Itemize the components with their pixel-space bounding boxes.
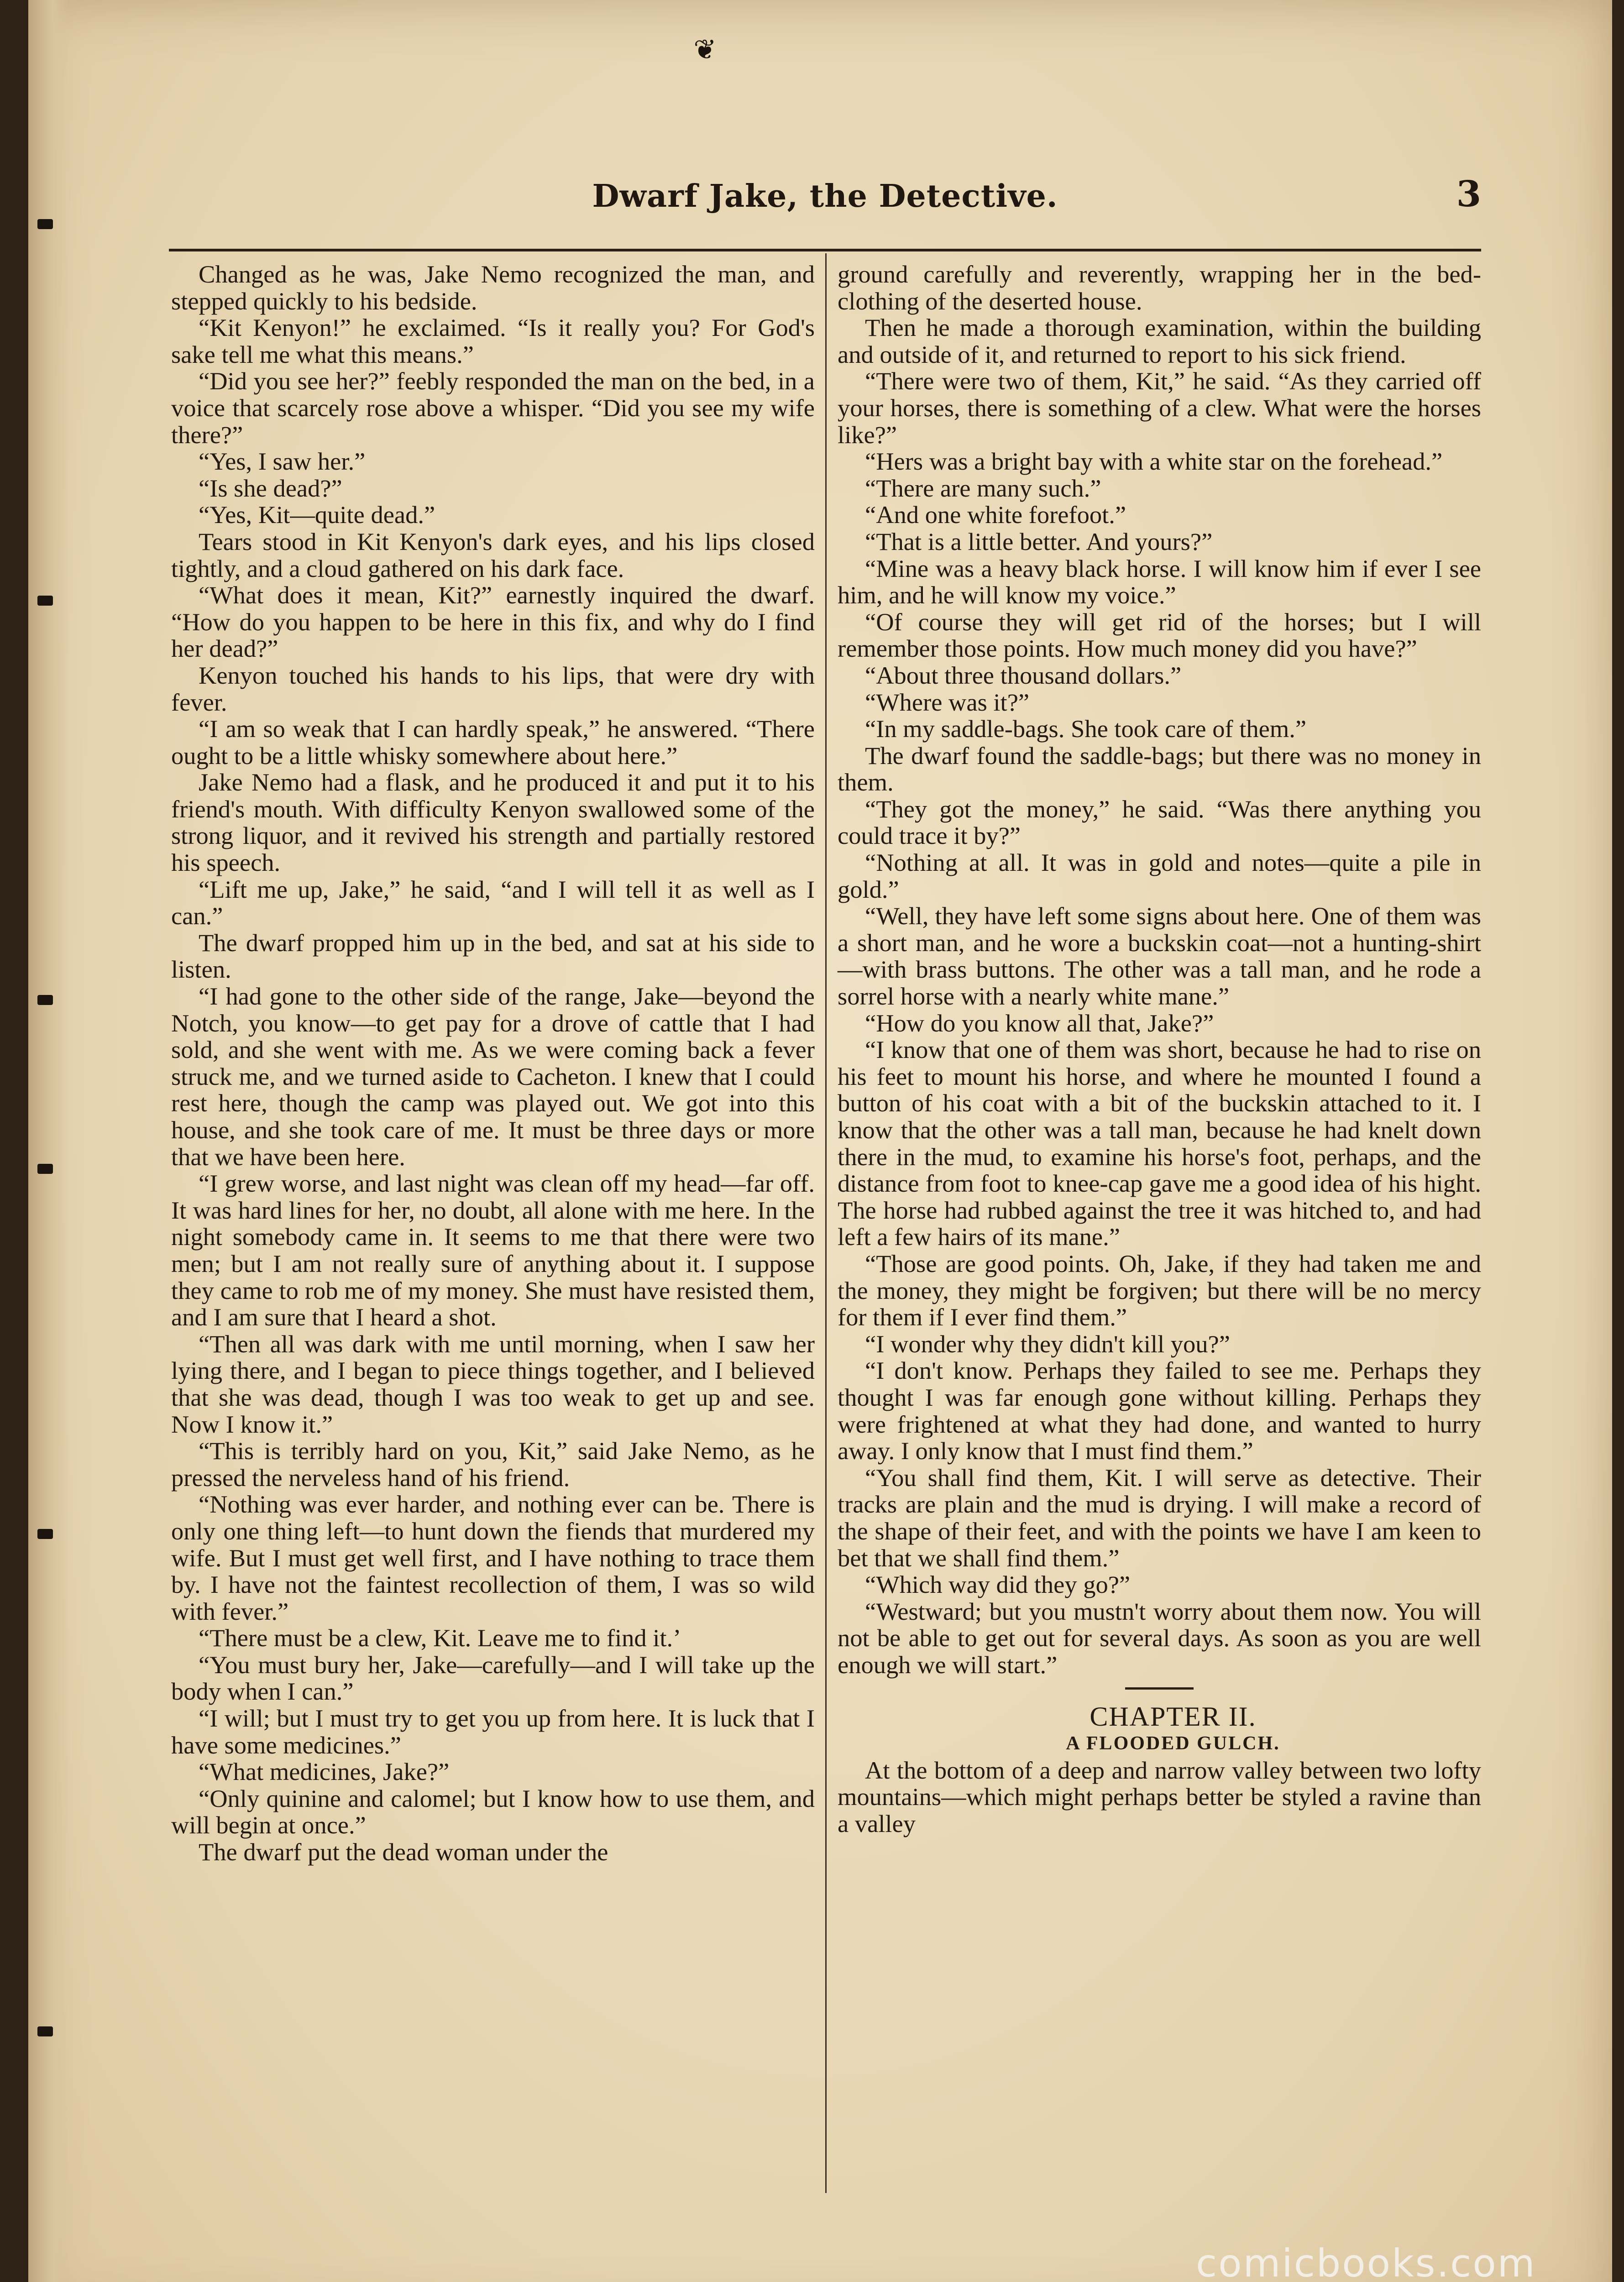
paragraph: “There are many such.” [865, 474, 1101, 502]
binding-stitch [37, 1164, 53, 1174]
paragraph: “I will; but I must try to get you up from here. It is luck that I have some medicines.” [171, 1704, 815, 1759]
paragraph: “There were two of them, Kit,” he said. “As they carried off your horses, there is something of a clew. What were the horses like?” [838, 367, 1481, 449]
paragraph: ground carefully and reverently, wrapping her in the bed-clothing of the deserted house. [838, 260, 1481, 315]
paragraph: “Hers was a bright bay with a white star on the forehead.” [865, 447, 1443, 476]
paragraph: “What medicines, Jake?” [199, 1758, 450, 1786]
running-title: Dwarf Jake, the Detective. [592, 178, 1058, 215]
paragraph: “You shall find them, Kit. I will serve as detective. Their tracks are plain and the mud is drying. I will make a record of the shape of their feet, and with the points we have I am keen to bet that we shall find them.” [838, 1463, 1481, 1572]
paragraph: “This is terribly hard on you, Kit,” said Jake Nemo, as he pressed the nerveless hand of his friend. [171, 1437, 815, 1492]
paragraph: “Yes, Kit—quite dead.” [199, 501, 435, 529]
paragraph: “Only quinine and calomel; but I know how to use them, and will begin at once.” [171, 1784, 815, 1839]
paragraph: “Did you see her?” feebly responded the man on the bed, in a voice that scarcely rose above a whisper. “Did you see my wife there?” [171, 367, 815, 449]
paragraph: “Well, they have left some signs about here. One of them was a short man, and he wore a buckskin coat—not a hunting-shirt—with brass buttons. The other was a tall man, and he rode a sorrel horse with a nearly white mane.” [838, 902, 1481, 1010]
paragraph: Tears stood in Kit Kenyon's dark eyes, and his lips closed tightly, and a cloud gathered on his dark face. [171, 527, 815, 582]
paragraph: “Westward; but you mustn't worry about them now. You will not be able to get out for several days. As soon as you are well enough we will start.” [838, 1597, 1481, 1679]
paragraph: “I had gone to the other side of the range, Jake—beyond the Notch, you know—to get pay for a drove of cattle that I had sold, and she went with me. As we were coming back a fever struck me, and we turned aside to Cacheton. I knew that I could rest here, though the camp was played out. We got into this house, and she took care of me. It must be three days or more that we have been here. [171, 982, 815, 1171]
paragraph: “Kit Kenyon!” he exclaimed. “Is it really you? For God's sake tell me what this means.” [171, 314, 815, 368]
left-column [171, 261, 815, 1866]
header-rule [169, 249, 1481, 251]
chapter-subheading: A FLOODED GULCH. [1066, 1733, 1280, 1754]
paragraph: “I wonder why they didn't kill you?” [865, 1329, 1230, 1358]
paragraph: “Yes, I saw her.” [199, 447, 366, 476]
paragraph: “About three thousand dollars.” [865, 661, 1182, 689]
watermark: comicbooks.com [1196, 2241, 1536, 2282]
paragraph: The dwarf propped him up in the bed, and sat at his side to listen. [171, 928, 815, 984]
paragraph: “Where was it?” [865, 688, 1030, 716]
running-header [169, 173, 1481, 224]
paragraph: “Nothing at all. It was in gold and notes—quite a pile in gold.” [838, 848, 1481, 903]
binding-stitch [37, 219, 53, 229]
column-divider [825, 253, 827, 2193]
paragraph: “I know that one of them was short, because he had to rise on his feet to mount his horse, and where he mounted I found a button of his coat with a bit of the buckskin attached to it. I know that the other was a tall man, because he had knelt down there in the mud, to examine his horse's foot, perhaps, and the distance from foot to knee-cap gave me a good idea of his hight. The horse had rubbed against the tree it was hitched to, and had left a few hairs of its mane.” [838, 1036, 1481, 1251]
right-column [838, 261, 1481, 1837]
chapter-opening [838, 1757, 1481, 1837]
right-column-paragraphs [838, 261, 1481, 1678]
binding-stitch [37, 2026, 53, 2036]
paragraph: At the bottom of a deep and narrow valley between two lofty mountains—which might perhaps better be styled a ravine than a valley [838, 1756, 1481, 1837]
paragraph: “Is she dead?” [199, 474, 342, 502]
paragraph: “And one white forefoot.” [865, 501, 1126, 529]
paragraph: The dwarf found the saddle-bags; but there was no money in them. [838, 741, 1481, 796]
paragraph: “That is a little better. And yours?” [865, 527, 1213, 555]
paragraph: “I am so weak that I can hardly speak,” he answered. “There ought to be a little whisky somewhere about here.” [171, 715, 815, 769]
paragraph: “Mine was a heavy black horse. I will know him if ever I see him, and he will know my voice.” [838, 554, 1481, 609]
paragraph: “Of course they will get rid of the horses; but I will remember those points. How much money did you have?” [838, 607, 1481, 663]
binding-stitch [37, 1529, 53, 1539]
paragraph: Jake Nemo had a flask, and he produced it and put it to his friend's mouth. With difficulty Kenyon swallowed some of the strong liquor, and it revived his strength and partially restored his speech. [171, 768, 815, 877]
binding-stitch [37, 995, 53, 1005]
paragraph: “Which way did they go?” [865, 1570, 1131, 1599]
binding-stitch [37, 596, 53, 606]
paragraph: The dwarf put the dead woman under the [199, 1838, 608, 1866]
ornament-icon: ❦ [693, 35, 717, 65]
paragraph: “Those are good points. Oh, Jake, if they had taken me and the money, they might be forgiven; but there will be no mercy for them if I ever find them.” [838, 1249, 1481, 1331]
paragraph: “They got the money,” he said. “Was there anything you could trace it by?” [838, 795, 1481, 850]
paragraph: “Lift me up, Jake,” he said, “and I will tell it as well as I can.” [171, 875, 815, 930]
paragraph: “Then all was dark with me until morning, when I saw her lying there, and I began to piece things together, and I believed that she was dead, though I was too weak to get up and see. Now I know it.” [171, 1329, 815, 1438]
paragraph: “You must bury her, Jake—carefully—and I will take up the body when I can.” [171, 1650, 815, 1706]
paragraph: Changed as he was, Jake Nemo recognized the man, and stepped quickly to his bedside. [171, 260, 815, 315]
paragraph: “In my saddle-bags. She took care of them.” [865, 715, 1307, 743]
paragraph: “Nothing was ever harder, and nothing ever can be. There is only one thing left—to hunt down the fiends that murdered my wife. But I must get well first, and I have nothing to trace them by. I have not the faintest recollection of them, I was so wild with fever.” [171, 1490, 815, 1625]
paragraph: “There must be a clew, Kit. Leave me to find it.’ [199, 1624, 681, 1652]
section-separator [1125, 1687, 1194, 1690]
paragraph: Kenyon touched his hands to his lips, that were dry with fever. [171, 661, 815, 716]
page-number: 3 [1456, 173, 1481, 215]
paragraph: Then he made a thorough examination, within the building and outside of it, and returned to report to his sick friend. [838, 314, 1481, 368]
page-binding [28, 0, 69, 2282]
paragraph: “I grew worse, and last night was clean off my head—far off. It was hard lines for her, no doubt, all alone with me here. In the night somebody came in. It seems to me that there were two men; but I am not really sure of anything about it. I suppose they came to rob me of my money. She must have resisted them, and I am sure that I heard a shot. [171, 1169, 815, 1331]
paragraph: “What does it mean, Kit?” earnestly inquired the dwarf. “How do you happen to be here in this fix, and why do I find her dead?” [171, 581, 815, 663]
paragraph: “I don't know. Perhaps they failed to see me. Perhaps they thought I was far enough gone without killing. Perhaps they were frightened at what they had done, and wanted to hurry away. I only know that I must find them.” [838, 1356, 1481, 1465]
chapter-heading: CHAPTER II. [1090, 1701, 1257, 1732]
paragraph: “How do you know all that, Jake?” [865, 1009, 1214, 1037]
